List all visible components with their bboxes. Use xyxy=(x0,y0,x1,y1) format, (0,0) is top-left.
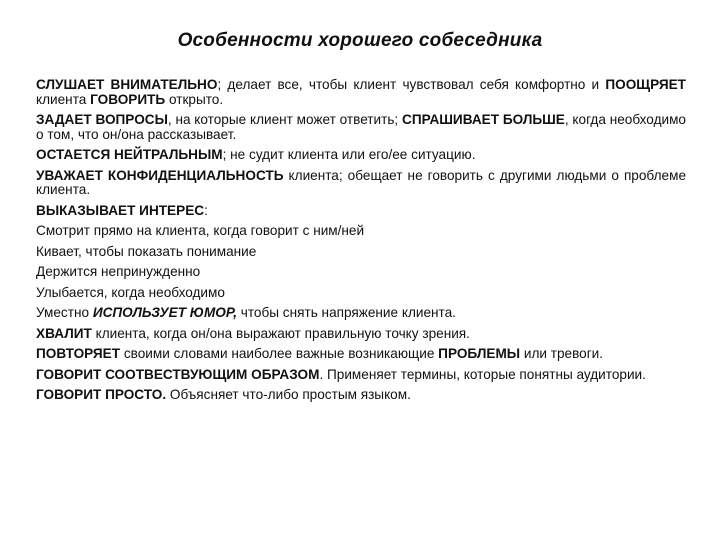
body-text: Держится непринужденно xyxy=(36,264,201,279)
body-text: : xyxy=(204,202,208,218)
list-item xyxy=(36,245,686,260)
list-item xyxy=(36,368,686,383)
emphasis-text: ИСПОЛЬЗУЕТ ЮМОР, xyxy=(92,305,237,320)
list-item xyxy=(36,327,686,342)
body-text: Улыбается, когда необходимо xyxy=(36,284,225,300)
body-text: открыто. xyxy=(165,91,224,107)
body-text: чтобы снять напряжение клиента. xyxy=(236,305,456,320)
body-text: клиента xyxy=(36,91,91,107)
list-item xyxy=(36,113,686,142)
emphasis-text: ГОВОРИТ СООТВЕСТВУЮЩИМ ОБРАЗОМ xyxy=(36,366,320,382)
emphasis-text: ГОВОРИТЬ xyxy=(90,91,166,107)
slide-title: Особенности хорошего собеседника xyxy=(177,30,543,51)
body-text: Объясняет что-либо простым языком. xyxy=(166,387,411,402)
body-text: клиента, когда он/она выражают правильную точку зрения. xyxy=(91,325,470,341)
emphasis-text: ПОВТОРЯЕТ xyxy=(36,346,121,361)
body-text: своими словами наиболее важные возникающие xyxy=(120,346,439,361)
body-text: , на которые клиент может ответить; xyxy=(167,112,402,127)
emphasis-text: ПООЩРЯЕТ xyxy=(605,77,686,92)
list-item xyxy=(36,148,686,163)
emphasis-text: ГОВОРИТ ПРОСТО. xyxy=(36,387,167,402)
body-text: . Применяет термины, которые понятны аудитории. xyxy=(319,366,646,382)
emphasis-text: СПРАШИВАЕТ БОЛЬШЕ xyxy=(402,112,565,127)
list-item xyxy=(36,78,686,107)
list-item xyxy=(36,169,686,198)
emphasis-text: ОСТАЕТСЯ НЕЙТРАЛЬНЫМ xyxy=(36,147,223,162)
body-text: или тревоги. xyxy=(520,346,604,361)
list-item xyxy=(36,388,686,403)
emphasis-text: СЛУШАЕТ ВНИМАТЕЛЬНО xyxy=(36,77,218,92)
list-item xyxy=(36,224,686,239)
body-text: Кивает, чтобы показать понимание xyxy=(36,243,257,259)
list-item xyxy=(36,286,686,301)
emphasis-text: УВАЖАЕТ КОНФИДЕНЦИАЛЬНОСТЬ xyxy=(36,167,284,183)
body-text: ; делает все, чтобы клиент чувствовал себя комфортно и xyxy=(217,77,606,92)
slide-content xyxy=(36,78,686,409)
list-item xyxy=(36,347,686,362)
body-text: клиента; обещает не говорить с другими людьми о проблеме клиента. xyxy=(36,167,687,197)
list-item xyxy=(36,306,686,321)
emphasis-text: ХВАЛИТ xyxy=(36,325,92,341)
body-text: , когда необходимо о том, что он/она рассказывает. xyxy=(36,112,686,142)
list-item xyxy=(36,265,686,280)
body-text: Уместно xyxy=(36,305,93,320)
emphasis-text: ЗАДАЕТ ВОПРОСЫ xyxy=(36,112,168,127)
body-text: Смотрит прямо на клиента, когда говорит с ним/ней xyxy=(36,223,365,238)
body-text: ; не судит клиента или его/ее ситуацию. xyxy=(222,147,476,162)
emphasis-text: ПРОБЛЕМЫ xyxy=(438,346,521,361)
list-item xyxy=(36,204,686,219)
emphasis-text: ВЫКАЗЫВАЕТ ИНТЕРЕС xyxy=(36,202,205,218)
